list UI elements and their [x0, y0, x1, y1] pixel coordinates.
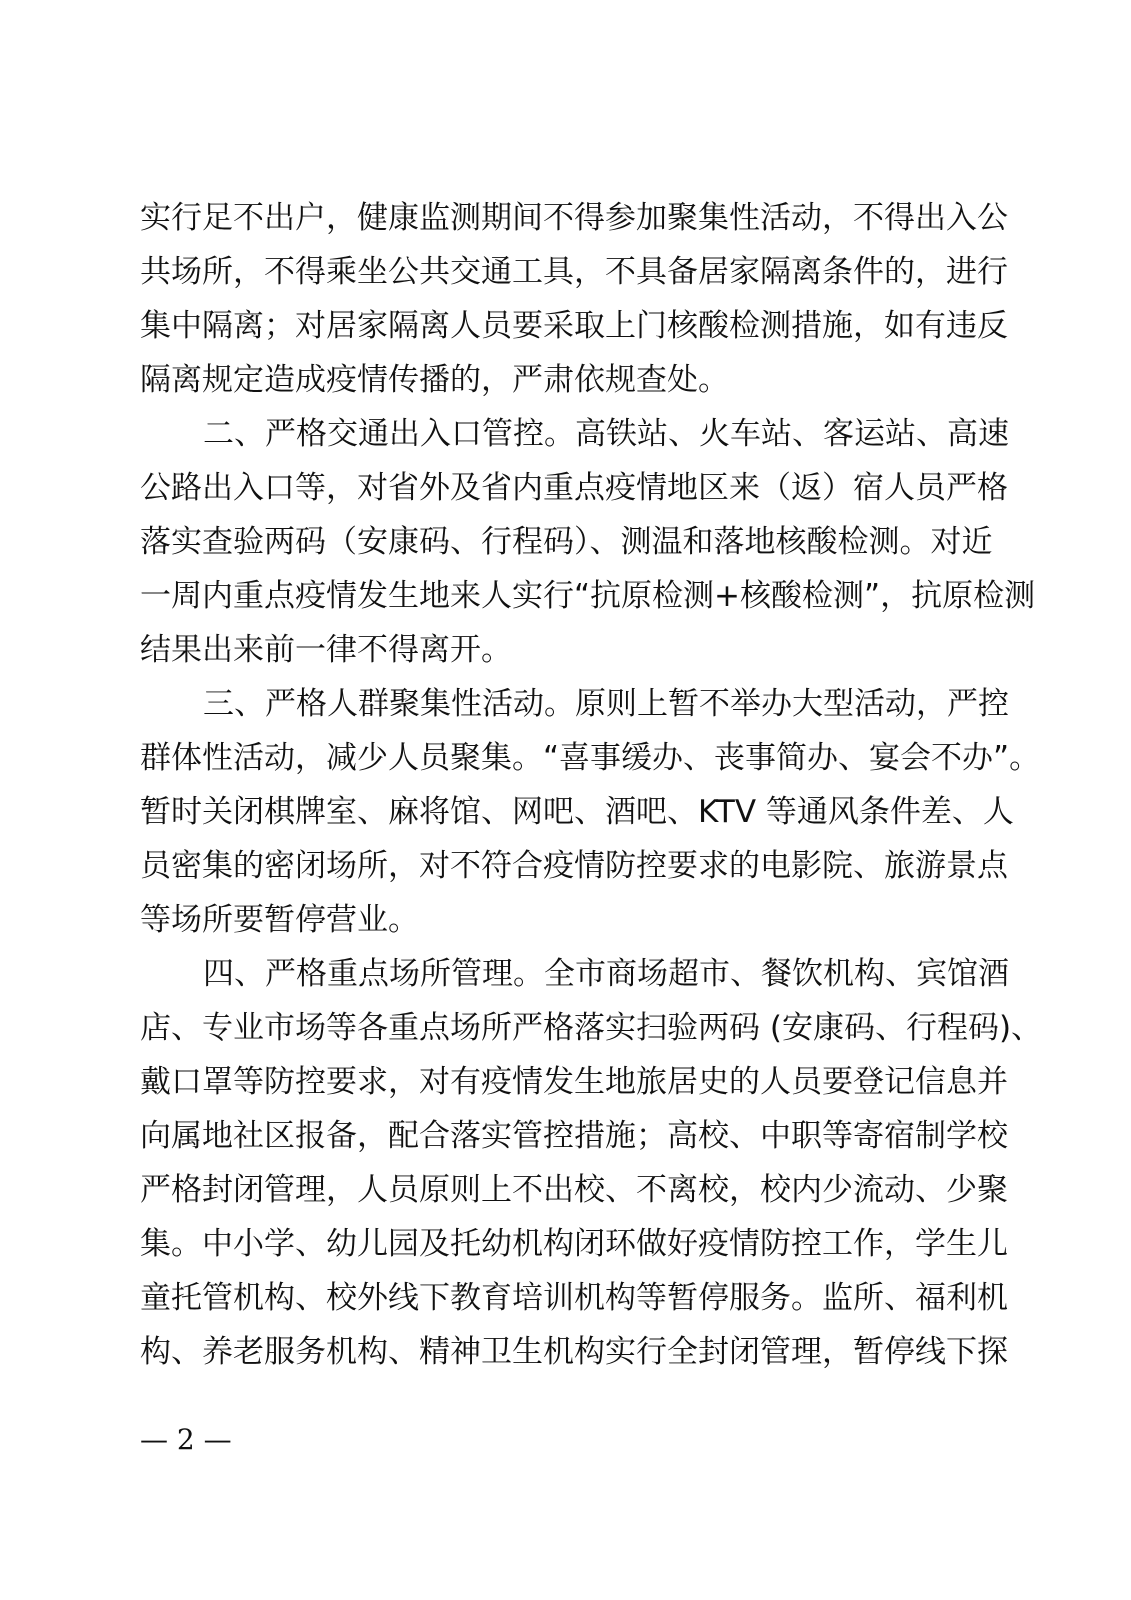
body-text-line: 公路出入口等，对省外及省内重点疫情地区来（返）宿人员严格: [140, 470, 1008, 506]
body-text-line: 员密集的密闭场所，对不符合疫情防控要求的电影院、旅游景点: [140, 848, 1008, 884]
body-text-line: 共场所，不得乘坐公共交通工具，不具备居家隔离条件的，进行: [140, 254, 1008, 290]
body-text-line: 严格封闭管理，人员原则上不出校、不离校，校内少流动、少聚: [140, 1172, 1008, 1208]
body-text-line: 隔离规定造成疫情传播的，严肃依规查处。: [140, 362, 729, 398]
body-text-line: 结果出来前一律不得离开。: [140, 632, 512, 668]
section-heading-line: 三、严格人群聚集性活动。原则上暂不举办大型活动，严控: [203, 686, 1009, 722]
body-text-line: 群体性活动，减少人员聚集。“喜事缓办、丧事简办、宴会不办”。: [140, 740, 1041, 776]
body-text-line: 暂时关闭棋牌室、麻将馆、网吧、酒吧、KTV 等通风条件差、人: [140, 794, 1014, 830]
body-text-line: 一周内重点疫情发生地来人实行“抗原检测+核酸检测”，抗原检测: [140, 578, 1036, 614]
body-text-line: 等场所要暂停营业。: [140, 902, 419, 938]
body-text-line: 向属地社区报备，配合落实管控措施；高校、中职等寄宿制学校: [140, 1118, 1008, 1154]
body-text-line: 集。中小学、幼儿园及托幼机构闭环做好疫情防控工作，学生儿: [140, 1226, 1008, 1262]
body-text-line: 童托管机构、校外线下教育培训机构等暂停服务。监所、福利机: [140, 1280, 1008, 1316]
body-text-line: 落实查验两码（安康码、行程码）、测温和落地核酸检测。对近: [140, 524, 993, 560]
body-text-line: 戴口罩等防控要求，对有疫情发生地旅居史的人员要登记信息并: [140, 1064, 1008, 1100]
page-number: — 2 —: [140, 1423, 232, 1456]
body-text-line: 构、养老服务机构、精神卫生机构实行全封闭管理，暂停线下探: [140, 1334, 1008, 1370]
body-text-line: 店、专业市场等各重点场所严格落实扫验两码 (安康码、行程码)、: [140, 1010, 1043, 1046]
body-text-line: 集中隔离；对居家隔离人员要采取上门核酸检测措施，如有违反: [140, 308, 1008, 344]
section-heading-line: 四、严格重点场所管理。全市商场超市、餐饮机构、宾馆酒: [203, 956, 1009, 992]
section-heading-line: 二、严格交通出入口管控。高铁站、火车站、客运站、高速: [203, 416, 1009, 452]
body-text-line: 实行足不出户，健康监测期间不得参加聚集性活动，不得出入公: [140, 200, 1008, 236]
